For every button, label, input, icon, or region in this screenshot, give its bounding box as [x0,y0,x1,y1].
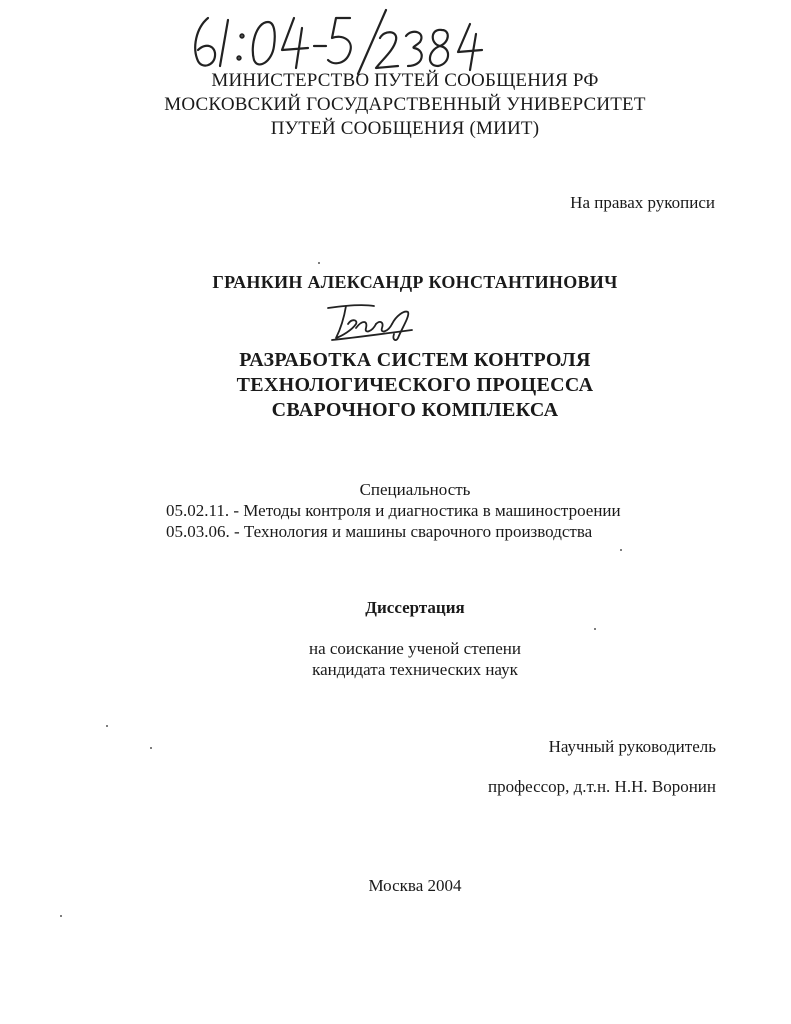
advisor-heading: Научный руководитель [548,737,716,756]
scan-speck [620,549,622,551]
degree-line-1: на соискание ученой степени [308,639,522,658]
specialty-heading: Специальность [359,480,471,499]
rights-notice: На правах рукописи [570,193,715,212]
scan-speck [150,747,152,749]
scan-speck [318,262,320,264]
institution-university-abbr: ПУТЕЙ СООБЩЕНИЯ (МИИТ) [270,118,540,139]
specialty-item-1: 05.02.11. - Методы контроля и диагностика в машиностроении [166,501,621,520]
institution-block [150,69,660,141]
title-line-1: РАЗРАБОТКА СИСТЕМ КОНТРОЛЯ [239,349,591,371]
scan-speck [60,915,62,917]
handwritten-catalog-number [186,6,486,76]
institution-university: МОСКОВСКИЙ ГОСУДАРСТВЕННЫЙ УНИВЕРСИТЕТ [164,94,646,115]
specialty-item-2: 05.03.06. - Технология и машины сварочного производства [166,522,593,541]
degree-block [150,638,680,680]
title-line-2: ТЕХНОЛОГИЧЕСКОГО ПРОЦЕССА [236,374,594,396]
advisor-name: профессор, д.т.н. Н.Н. Воронин [487,777,716,796]
institution-ministry: МИНИСТЕРСТВО ПУТЕЙ СООБЩЕНИЯ РФ [211,70,599,91]
scan-speck [594,628,596,630]
author-signature [322,298,418,346]
title-line-3: СВАРОЧНОГО КОМПЛЕКСА [271,399,559,421]
scan-speck [106,725,108,727]
document-type: Диссертация [365,598,465,617]
author-name: ГРАНКИН АЛЕКСАНДР КОНСТАНТИНОВИЧ [212,272,618,292]
degree-line-2: кандидата технических наук [312,660,518,679]
city-and-year: Москва 2004 [368,876,462,895]
dissertation-title [150,348,680,423]
